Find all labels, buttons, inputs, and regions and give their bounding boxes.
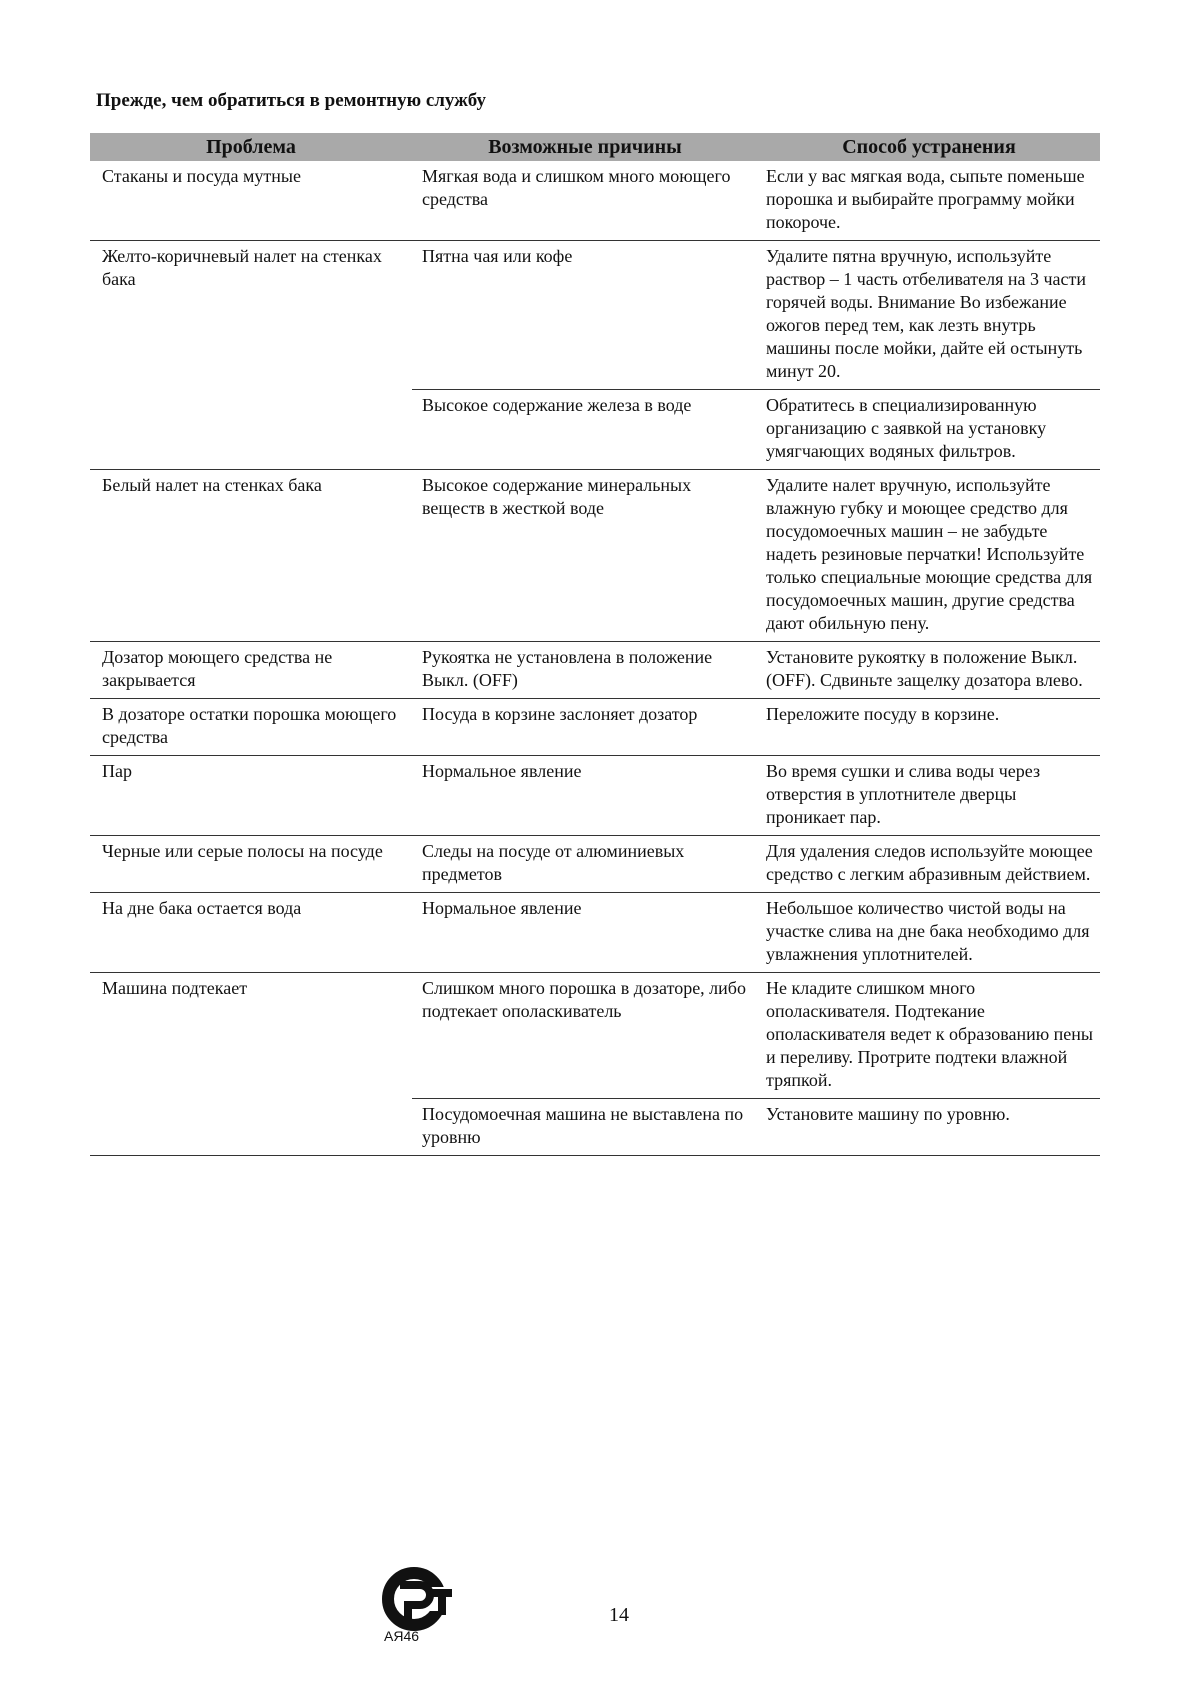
header-fix: Способ устранения — [842, 135, 1016, 158]
table-row — [90, 161, 1100, 241]
causes-group — [412, 161, 1100, 240]
cause-row — [412, 161, 1100, 240]
cause-cell: Нормальное явление — [422, 898, 582, 918]
problem-cell: Черные или серые полосы на посуде — [102, 841, 383, 861]
header-causes: Возможные причины — [488, 135, 682, 158]
cause-cell: Посуда в корзине заслоняет дозатор — [422, 704, 698, 724]
problem-cell: Пар — [102, 761, 132, 781]
cause-cell: Нормальное явление — [422, 761, 582, 781]
table-body — [90, 161, 1100, 1156]
fix-cell: Удалите пятна вручную, используйте раствор – 1 часть отбеливателя на 3 части горячей воды. Внимание Во избежание ожогов перед тем, как лезть внутрь машины после мойки, дайте ей остынуть минут 20. — [766, 246, 1087, 381]
cause-row — [412, 836, 1100, 892]
cause-row — [412, 893, 1100, 972]
cause-row — [412, 756, 1100, 835]
cause-cell: Рукоятка не установлена в положение Выкл. (OFF) — [422, 647, 713, 690]
cause-row — [412, 642, 1100, 698]
table-row — [90, 642, 1100, 699]
troubleshooting-table — [90, 133, 1100, 1156]
table-row — [90, 973, 1100, 1156]
table-header — [90, 133, 1100, 161]
fix-cell: Переложите посуду в корзине. — [766, 704, 1000, 724]
causes-group — [412, 241, 1100, 469]
cause-row — [412, 241, 1100, 389]
header-problem: Проблема — [206, 135, 296, 158]
cause-cell: Высокое содержание минеральных веществ в жесткой воде — [422, 475, 692, 518]
fix-cell: Во время сушки и слива воды через отверстия в уплотнителе дверцы проникает пар. — [766, 761, 1041, 827]
page-number: 14 — [609, 1604, 629, 1626]
causes-group — [412, 756, 1100, 835]
table-row — [90, 241, 1100, 470]
problem-cell: Дозатор моющего средства не закрывается — [102, 647, 333, 690]
fix-cell: Удалите налет вручную, используйте влажную губку и моющее средство для посудомоечных машин – не забудьте надеть резиновые перчатки! Используйте только специальные моющие средства для посудомоечных машин, другие средства дают обильную пену. — [766, 475, 1093, 633]
cause-row — [412, 973, 1100, 1098]
table-row — [90, 756, 1100, 836]
cause-cell: Слишком много порошка в дозаторе, либо подтекает ополаскиватель — [422, 978, 746, 1021]
table-row — [90, 893, 1100, 973]
causes-group — [412, 470, 1100, 641]
problem-cell: Машина подтекает — [102, 978, 248, 998]
problem-cell: Желто-коричневый налет на стенках бака — [102, 246, 382, 289]
cause-row — [412, 389, 1100, 469]
cause-cell: Мягкая вода и слишком много моющего средства — [422, 166, 731, 209]
cause-row — [412, 470, 1100, 641]
causes-group — [412, 893, 1100, 972]
fix-cell: Не кладите слишком много ополаскивателя. Подтекание ополаскивателя ведет к образованию пены и переливу. Протрите подтеки влажной тряпкой. — [766, 978, 1094, 1090]
certification-code: АЯ46 — [384, 1628, 420, 1644]
fix-cell: Обратитесь в специализированную организацию с заявкой на установку умягчающих водяных фильтров. — [766, 395, 1047, 461]
causes-group — [412, 836, 1100, 892]
table-row — [90, 836, 1100, 893]
cause-cell: Посудомоечная машина не выставлена по уровню — [422, 1104, 744, 1147]
cause-row — [412, 699, 1100, 732]
problem-cell: В дозаторе остатки порошка моющего средства — [102, 704, 397, 747]
cause-cell: Пятна чая или кофе — [422, 246, 573, 266]
fix-cell: Установите рукоятку в положение Выкл. (OFF). Сдвиньте защелку дозатора влево. — [766, 647, 1083, 690]
table-row — [90, 470, 1100, 642]
fix-cell: Установите машину по уровню. — [766, 1104, 1010, 1124]
cause-cell: Следы на посуде от алюминиевых предметов — [422, 841, 685, 884]
problem-cell: Стаканы и посуда мутные — [102, 166, 301, 186]
cause-cell: Высокое содержание железа в воде — [422, 395, 692, 415]
causes-group — [412, 699, 1100, 755]
table-row — [90, 699, 1100, 756]
causes-group — [412, 973, 1100, 1155]
cause-row — [412, 1098, 1100, 1155]
causes-group — [412, 642, 1100, 698]
page-title: Прежде, чем обратиться в ремонтную службу — [96, 90, 486, 111]
problem-cell: Белый налет на стенках бака — [102, 475, 322, 495]
fix-cell: Для удаления следов используйте моющее средство с легким абразивным действием. — [766, 841, 1093, 884]
fix-cell: Если у вас мягкая вода, сыпьте поменьше порошка и выбирайте программу мойки покороче. — [766, 166, 1085, 232]
fix-cell: Небольшое количество чистой воды на участке слива на дне бака необходимо для увлажнения уплотнителей. — [766, 898, 1090, 964]
problem-cell: На дне бака остается вода — [102, 898, 302, 918]
